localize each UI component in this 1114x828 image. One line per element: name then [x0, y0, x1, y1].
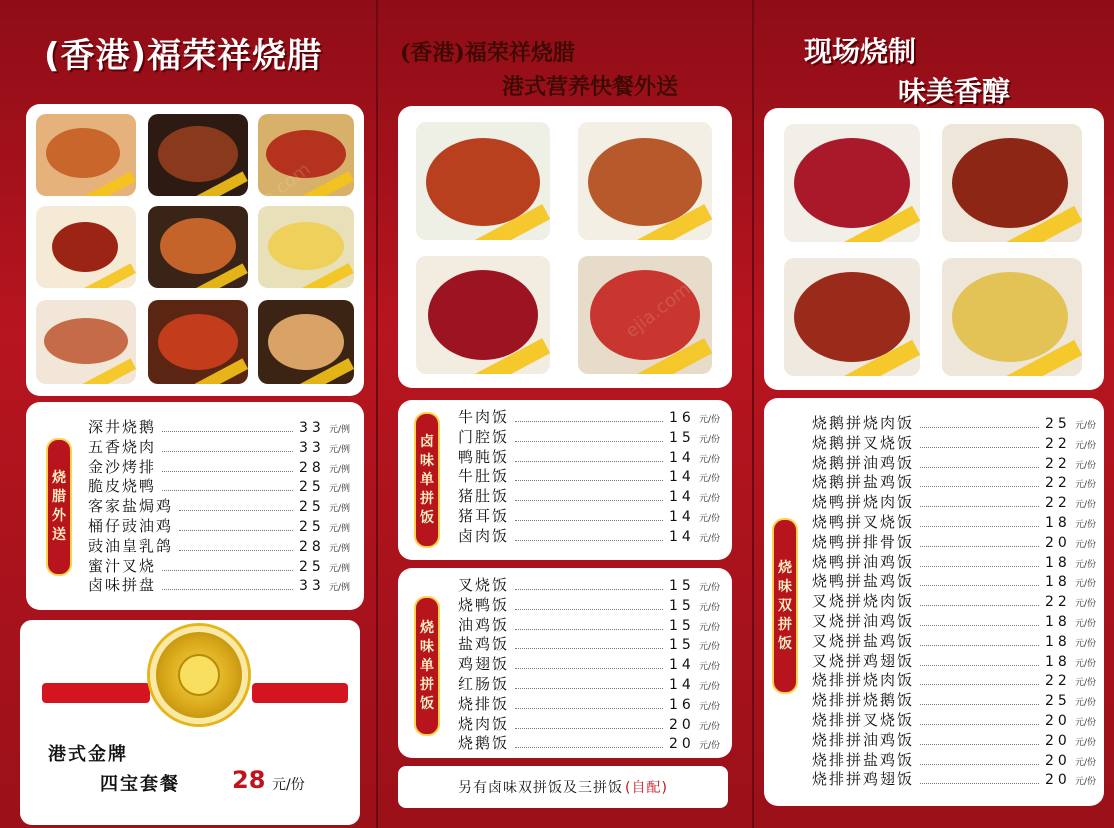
panel-fast-food — [376, 0, 752, 828]
item-price: 18 — [1044, 554, 1071, 571]
menu-item — [458, 653, 720, 673]
item-name: 烧鸭拼油鸡饭 — [812, 552, 915, 571]
item-unit: 元/份 — [1074, 500, 1096, 511]
leader-dots — [515, 520, 663, 521]
menu-item — [812, 768, 1096, 788]
menu-item — [812, 570, 1096, 590]
leader-dots — [179, 530, 293, 531]
item-unit: 元/例 — [328, 464, 350, 475]
menu-item — [458, 485, 720, 505]
item-unit: 元/例 — [328, 563, 350, 574]
item-unit: 元/例 — [328, 444, 350, 455]
menu-item — [812, 432, 1096, 452]
menu-list — [458, 406, 720, 545]
menu-item — [88, 495, 350, 515]
item-unit: 元/例 — [328, 583, 350, 594]
item-price: 22 — [1044, 495, 1071, 512]
leader-dots — [179, 550, 293, 551]
item-name: 鸡翅饭 — [458, 655, 510, 674]
menu-item — [88, 475, 350, 495]
item-name: 鸭肫饭 — [458, 447, 510, 466]
dish-photo — [36, 300, 136, 384]
item-name: 叉烧拼盐鸡饭 — [812, 631, 915, 650]
menu-item — [458, 465, 720, 485]
item-name: 烧排拼烧肉饭 — [812, 671, 915, 690]
item-unit: 元/份 — [698, 513, 720, 524]
leader-dots — [162, 451, 293, 452]
leader-dots — [920, 427, 1039, 428]
item-name: 猪肚饭 — [458, 487, 510, 506]
item-unit: 元/份 — [1074, 460, 1096, 471]
set-meal-subtitle: 四宝套餐 — [100, 774, 180, 795]
menu-item — [812, 749, 1096, 769]
leader-dots — [515, 500, 663, 501]
leader-dots — [920, 566, 1039, 567]
item-name: 卤肉饭 — [458, 526, 510, 545]
leader-dots — [920, 665, 1039, 666]
item-price: 14 — [668, 469, 695, 486]
brand-title: (香港)福荣祥烧腊 — [44, 36, 323, 76]
menu-card — [26, 402, 364, 610]
leader-dots — [920, 486, 1039, 487]
leader-dots — [920, 467, 1039, 468]
menu-card-roast-single — [398, 568, 732, 758]
item-name: 叉烧饭 — [458, 576, 510, 594]
item-name: 牛肚饭 — [458, 467, 510, 486]
leader-dots — [515, 708, 663, 709]
item-name: 牛肉饭 — [458, 408, 510, 426]
item-name: 桶仔豉油鸡 — [88, 516, 174, 535]
menu-item — [812, 610, 1096, 630]
item-name: 烧排拼盐鸡饭 — [812, 750, 915, 769]
leader-dots — [920, 684, 1039, 685]
brand-title: (香港)福荣祥烧腊 — [400, 40, 575, 66]
item-unit: 元/份 — [1074, 480, 1096, 491]
item-price: 15 — [668, 637, 695, 654]
leader-dots — [920, 546, 1039, 547]
leader-dots — [920, 645, 1039, 646]
item-price: 18 — [1044, 574, 1071, 591]
item-name: 豉油皇乳鸽 — [88, 536, 174, 555]
item-name: 烧鹅拼叉烧饭 — [812, 433, 915, 452]
item-unit: 元/份 — [1074, 599, 1096, 610]
item-unit: 元/例 — [328, 504, 350, 515]
item-price: 14 — [668, 449, 695, 466]
leader-dots — [920, 724, 1039, 725]
menu-item — [458, 446, 720, 466]
leader-dots — [515, 728, 663, 729]
item-price: 20 — [1044, 732, 1071, 749]
leader-dots — [515, 609, 663, 610]
leader-dots — [515, 688, 663, 689]
leader-dots — [515, 540, 663, 541]
item-price: 33 — [298, 420, 325, 436]
item-unit: 元/份 — [698, 741, 720, 752]
item-name: 卤味拼盘 — [88, 576, 157, 595]
menu-item — [88, 555, 350, 575]
menu-item — [812, 709, 1096, 729]
leader-dots — [920, 605, 1039, 606]
item-unit: 元/例 — [328, 543, 350, 554]
dish-photo — [416, 122, 550, 240]
set-meal-unit: 元/份 — [272, 777, 305, 793]
item-price: 14 — [668, 657, 695, 674]
item-price: 15 — [668, 578, 695, 594]
menu-item — [88, 416, 350, 436]
item-name: 烧鹅拼烧肉饭 — [812, 414, 915, 432]
menu-list — [88, 416, 350, 594]
footer-highlight: (自配) — [625, 780, 668, 796]
item-unit: 元/份 — [1074, 638, 1096, 649]
leader-dots — [920, 625, 1039, 626]
item-name: 烧鸭拼叉烧饭 — [812, 512, 915, 531]
slogan: 港式营养快餐外送 — [502, 74, 679, 100]
item-price: 22 — [1044, 594, 1071, 611]
item-unit: 元/份 — [1074, 658, 1096, 669]
headline: 现场烧制 — [804, 35, 917, 68]
menu-item — [812, 590, 1096, 610]
item-name: 客家盐焗鸡 — [88, 497, 174, 516]
subheadline: 味美香醇 — [898, 75, 1011, 108]
item-unit: 元/份 — [1074, 440, 1096, 451]
leader-dots — [515, 480, 663, 481]
leader-dots — [920, 744, 1039, 745]
menu-item — [812, 452, 1096, 472]
item-name: 烧鸭饭 — [458, 595, 510, 614]
item-unit: 元/例 — [328, 523, 350, 534]
menu-item — [88, 535, 350, 555]
item-name: 蜜汁叉烧 — [88, 556, 157, 575]
item-unit: 元/份 — [698, 434, 720, 445]
item-unit: 元/份 — [698, 474, 720, 485]
dish-photo — [258, 300, 354, 384]
dish-photo — [578, 256, 712, 374]
item-unit: 元/份 — [1074, 579, 1096, 590]
menu-item — [458, 732, 720, 752]
item-name: 烧排拼烧鹅饭 — [812, 691, 915, 710]
menu-item — [812, 412, 1096, 432]
item-price: 22 — [1044, 475, 1071, 492]
section-label: 烧味单拼饭 — [414, 596, 440, 736]
item-price: 15 — [668, 617, 695, 634]
leader-dots — [162, 490, 293, 491]
item-price: 28 — [298, 459, 325, 476]
item-unit: 元/份 — [1074, 421, 1096, 431]
menu-item — [458, 673, 720, 693]
leader-dots — [179, 510, 293, 511]
item-unit: 元/份 — [698, 701, 720, 712]
menu-item — [458, 406, 720, 426]
item-name: 烧鹅拼盐鸡饭 — [812, 473, 915, 492]
menu-item — [458, 633, 720, 653]
item-price: 15 — [668, 429, 695, 446]
item-price: 16 — [668, 410, 695, 426]
section-label: 烧味双拼饭 — [772, 518, 798, 694]
menu-card — [764, 398, 1104, 806]
menu-item — [458, 693, 720, 713]
leader-dots — [515, 668, 663, 669]
item-price: 20 — [1044, 712, 1071, 729]
set-meal-title: 港式金牌 — [48, 744, 128, 765]
item-unit: 元/份 — [698, 583, 720, 593]
ribbon-right — [252, 683, 348, 703]
menu-item — [812, 729, 1096, 749]
menu-card-braised — [398, 400, 732, 560]
section-label: 卤味单拼饭 — [414, 412, 440, 548]
item-price: 18 — [1044, 514, 1071, 531]
leader-dots — [920, 506, 1039, 507]
menu-item — [812, 471, 1096, 491]
menu-item — [812, 689, 1096, 709]
menu-list — [458, 574, 720, 752]
dish-photo — [784, 124, 920, 242]
item-name: 烧肉饭 — [458, 714, 510, 733]
item-price: 22 — [1044, 455, 1071, 472]
dish-photo — [784, 258, 920, 376]
leader-dots — [920, 783, 1039, 784]
set-meal-price: 28 — [232, 766, 266, 794]
item-price: 14 — [668, 528, 695, 545]
item-unit: 元/份 — [1074, 678, 1096, 689]
item-price: 20 — [1044, 772, 1071, 789]
item-name: 五香烧肉 — [88, 437, 157, 456]
item-name: 烧鹅饭 — [458, 734, 510, 753]
menu-item — [458, 426, 720, 446]
dish-photo — [942, 258, 1082, 376]
dish-photo — [416, 256, 550, 374]
item-price: 14 — [668, 508, 695, 525]
item-unit: 元/份 — [698, 662, 720, 673]
item-unit: 元/例 — [328, 484, 350, 495]
item-price: 28 — [298, 538, 325, 555]
item-name: 油鸡饭 — [458, 615, 510, 634]
item-price: 15 — [668, 597, 695, 614]
item-unit: 元/份 — [1074, 777, 1096, 788]
menu-item — [812, 669, 1096, 689]
photo-grid-card — [398, 106, 732, 388]
dish-photo — [148, 300, 248, 384]
photo-grid-card — [26, 104, 364, 396]
item-price: 16 — [668, 696, 695, 713]
leader-dots — [920, 447, 1039, 448]
item-price: 25 — [1044, 693, 1071, 710]
ribbon-left — [42, 683, 150, 703]
leader-dots — [920, 526, 1039, 527]
item-unit: 元/份 — [1074, 618, 1096, 629]
item-price: 20 — [668, 716, 695, 733]
menu-item — [88, 436, 350, 456]
item-unit: 元/份 — [1074, 698, 1096, 709]
menu-item — [812, 551, 1096, 571]
item-name: 深井烧鹅 — [88, 418, 157, 436]
leader-dots — [162, 431, 293, 432]
dish-photo — [148, 206, 248, 288]
leader-dots — [162, 589, 293, 590]
item-price: 25 — [298, 499, 325, 516]
item-name: 金沙烤排 — [88, 457, 157, 476]
item-price: 14 — [668, 676, 695, 693]
panel-roast-meats — [0, 0, 376, 828]
item-price: 25 — [298, 479, 325, 496]
item-unit: 元/份 — [698, 602, 720, 613]
item-name: 烧鸭拼排骨饭 — [812, 532, 915, 551]
item-unit: 元/份 — [698, 721, 720, 732]
item-price: 22 — [1044, 435, 1071, 452]
item-unit: 元/份 — [698, 415, 720, 425]
leader-dots — [920, 704, 1039, 705]
item-price: 20 — [668, 736, 695, 753]
item-unit: 元/份 — [698, 642, 720, 653]
section-label: 烧腊外送 — [46, 438, 72, 576]
item-price: 25 — [1044, 416, 1071, 432]
item-name: 盐鸡饭 — [458, 635, 510, 654]
menu-item — [88, 574, 350, 594]
item-unit: 元/份 — [698, 494, 720, 505]
leader-dots — [162, 471, 293, 472]
footer-note — [398, 766, 728, 808]
menu-item — [458, 594, 720, 614]
menu-item — [812, 650, 1096, 670]
item-unit: 元/份 — [1074, 539, 1096, 550]
item-unit: 元/份 — [698, 454, 720, 465]
leader-dots — [515, 629, 663, 630]
item-price: 18 — [1044, 653, 1071, 670]
item-name: 脆皮烧鸭 — [88, 477, 157, 496]
menu-list — [812, 412, 1096, 788]
item-price: 33 — [298, 439, 325, 456]
dish-photo — [578, 122, 712, 240]
item-name: 叉烧拼鸡翅饭 — [812, 651, 915, 670]
leader-dots — [162, 570, 293, 571]
item-unit: 元/份 — [1074, 519, 1096, 530]
leader-dots — [920, 764, 1039, 765]
item-price: 20 — [1044, 534, 1071, 551]
item-name: 红肠饭 — [458, 674, 510, 693]
dish-photo — [258, 206, 354, 288]
menu-item — [812, 491, 1096, 511]
item-name: 烧排拼鸡翅饭 — [812, 770, 915, 789]
footer-text: 另有卤味双拼饭及三拼饭 — [458, 780, 624, 796]
item-unit: 元/份 — [1074, 717, 1096, 728]
item-price: 18 — [1044, 613, 1071, 630]
menu-item — [812, 630, 1096, 650]
item-unit: 元/份 — [698, 681, 720, 692]
item-unit: 元/份 — [1074, 757, 1096, 768]
item-unit: 元/份 — [698, 622, 720, 633]
item-name: 猪耳饭 — [458, 506, 510, 525]
photo-grid-card — [764, 108, 1104, 390]
menu-item — [812, 531, 1096, 551]
item-price: 18 — [1044, 633, 1071, 650]
item-unit: 元/份 — [698, 533, 720, 544]
leader-dots — [515, 461, 663, 462]
item-name: 叉烧拼烧肉饭 — [812, 592, 915, 611]
dish-photo — [258, 114, 354, 196]
item-name: 烧排饭 — [458, 694, 510, 713]
item-price: 22 — [1044, 673, 1071, 690]
dish-photo — [36, 114, 136, 196]
item-unit: 元/份 — [1074, 737, 1096, 748]
panel-double-roast — [752, 0, 1114, 828]
leader-dots — [515, 648, 663, 649]
item-price: 14 — [668, 489, 695, 506]
item-name: 烧鸭拼烧肉饭 — [812, 493, 915, 512]
menu-item — [458, 525, 720, 545]
set-meal-card — [20, 620, 360, 825]
item-name: 烧排拼油鸡饭 — [812, 730, 915, 749]
menu-item — [88, 456, 350, 476]
leader-dots — [515, 589, 663, 590]
leader-dots — [515, 747, 663, 748]
menu-item — [458, 713, 720, 733]
dish-photo — [36, 206, 136, 288]
item-price: 25 — [298, 518, 325, 535]
menu-item — [812, 511, 1096, 531]
item-price: 20 — [1044, 752, 1071, 769]
item-price: 33 — [298, 578, 325, 595]
item-unit: 元/份 — [1074, 559, 1096, 570]
leader-dots — [515, 441, 663, 442]
dish-photo — [942, 124, 1082, 242]
menu-item — [458, 505, 720, 525]
leader-dots — [515, 421, 663, 422]
item-name: 门腔饭 — [458, 427, 510, 446]
item-name: 烧排拼叉烧饭 — [812, 710, 915, 729]
gold-medal-icon — [150, 626, 248, 724]
item-name: 烧鹅拼油鸡饭 — [812, 453, 915, 472]
item-name: 烧鸭拼盐鸡饭 — [812, 572, 915, 591]
menu-item — [458, 614, 720, 634]
item-unit: 元/例 — [328, 425, 350, 435]
menu-item — [88, 515, 350, 535]
leader-dots — [920, 585, 1039, 586]
item-name: 叉烧拼油鸡饭 — [812, 611, 915, 630]
menu-item — [458, 574, 720, 594]
item-price: 25 — [298, 558, 325, 575]
dish-photo — [148, 114, 248, 196]
